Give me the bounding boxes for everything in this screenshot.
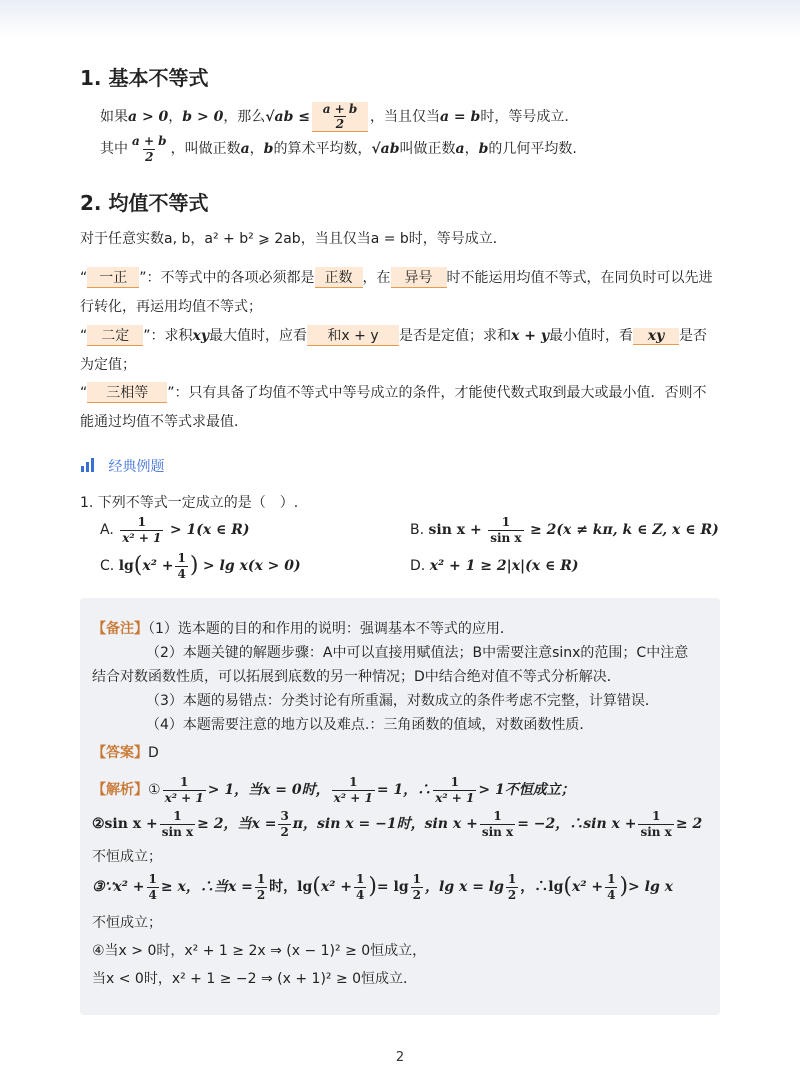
rule-two-fixed-cont: 为定值；	[80, 357, 136, 373]
math: x² +	[142, 558, 174, 574]
text: “	[80, 385, 88, 401]
basic-inequality-line2	[100, 132, 577, 166]
math: = lg	[376, 879, 409, 895]
denominator: sin x	[161, 824, 194, 839]
math: = −2，∴sin x +	[517, 816, 637, 832]
rule-one-positive	[80, 267, 713, 288]
solution-tag: 【解析】	[92, 782, 148, 798]
rule-two-fixed	[80, 325, 707, 346]
text: ，	[464, 141, 479, 157]
right-paren: )	[619, 874, 629, 899]
numerator: 1	[148, 872, 157, 887]
solution-5: 当x < 0时，x² + 1 ≥ −2 ⇒ (x + 1)² ≥ 0恒成立．	[92, 971, 418, 987]
math: > lg x(x > 0)	[202, 558, 301, 574]
note-3: （3）本题的易错点：分类讨论有所重漏，对数成立的条件考虑不完整，计算错误．	[146, 693, 659, 709]
note-2b: 结合对数函数性质，可以拓展到底数的另一种情况；D中结合绝对值不等式分析解决．	[92, 669, 621, 685]
math: ，lg x = lg	[425, 879, 504, 895]
math: a	[240, 141, 250, 157]
text: 时，等号成立.	[480, 109, 569, 125]
option-label: B.	[410, 522, 425, 538]
numerator: 1	[607, 872, 616, 887]
math: a = b	[439, 109, 481, 125]
answer-line	[92, 742, 159, 762]
text: ”：不等式中的各项必须都是	[139, 270, 315, 286]
fraction	[480, 809, 515, 839]
text: “	[80, 270, 88, 286]
numerator: 1	[179, 775, 189, 790]
text: ，叫做正数	[170, 141, 241, 157]
left-paren: (	[133, 553, 143, 578]
note-2a: （2）本题关键的解题步骤：A中可以直接用赋值法；B中需要注意sinx的范围；C中注意	[146, 645, 689, 661]
solution-3-cont: 不恒成立；	[92, 915, 162, 931]
denominator: 4	[177, 566, 186, 581]
fraction	[175, 551, 187, 581]
math: ，∴lg	[520, 879, 564, 895]
denominator: 4	[607, 887, 616, 902]
blank-answer: 正数	[315, 267, 363, 288]
math: > 1，当x = 0时，	[207, 782, 330, 798]
text: ，	[168, 109, 183, 125]
fraction	[332, 775, 375, 805]
denominator: 2	[256, 887, 266, 902]
blank-answer: xy	[633, 328, 679, 345]
text: 是否	[678, 328, 707, 344]
math: b	[263, 141, 274, 157]
fraction	[506, 872, 518, 902]
blank-answer: 一正	[87, 267, 139, 288]
fraction	[411, 872, 423, 902]
text: ①	[148, 782, 161, 798]
basic-inequality-line1	[100, 100, 569, 134]
math: 时，lg	[269, 879, 313, 895]
fraction	[488, 515, 523, 545]
text: ，	[249, 141, 264, 157]
numerator: 1	[412, 872, 421, 887]
solution-2-cont: 不恒成立；	[92, 849, 162, 865]
option-c	[100, 546, 301, 586]
rule-three-equal-cont: 能通过均值不等式求最值．	[80, 414, 248, 430]
fraction-mean	[130, 134, 169, 164]
text: ，在	[362, 270, 391, 286]
text: 是否是定值；求和	[399, 328, 512, 344]
bar-chart-icon	[80, 458, 96, 476]
fraction-mean	[312, 102, 368, 133]
denominator: 2	[412, 887, 421, 902]
denominator: sin x	[640, 824, 672, 839]
mean-inequality-statement: 对于任意实数a, b，a² + b² ⩾ 2ab，当且仅当a = b时，等号成立．	[80, 231, 507, 247]
denominator: 2	[507, 887, 517, 902]
denominator: 2	[280, 824, 289, 839]
right-paren: )	[189, 553, 199, 578]
option-label: C.	[100, 558, 115, 574]
text: 时不能运用均值不等式，在同负时可以先进	[446, 270, 713, 286]
math: ③∵x² +	[92, 879, 145, 895]
option-d	[410, 546, 578, 586]
fraction	[255, 872, 267, 902]
right-paren: )	[368, 874, 377, 899]
left-paren: (	[563, 874, 572, 899]
denominator: sin x	[481, 824, 514, 839]
option-a	[100, 512, 250, 548]
math: ≥ 2，当x =	[197, 816, 277, 832]
math: √ab	[371, 141, 400, 157]
numerator: a + b	[322, 101, 358, 116]
denominator: 2	[145, 149, 154, 164]
numerator: 1	[349, 775, 358, 790]
section-title-basic-inequality: 1. 基本不等式	[80, 66, 209, 90]
solution-2	[92, 806, 702, 842]
math: ≥ x，∴当x =	[160, 879, 253, 895]
math: π，sin x = −1时，sin x +	[292, 816, 478, 832]
denominator: x² + 1	[164, 790, 204, 805]
fraction	[433, 775, 476, 805]
denominator: 4	[148, 887, 157, 902]
text: “	[80, 328, 88, 344]
numerator: 1	[177, 551, 186, 566]
answer-value: D	[148, 745, 159, 761]
math: a	[455, 141, 465, 157]
denominator: 4	[355, 887, 365, 902]
text: ”：只有具备了均值不等式中等号成立的条件，才能使代数式取到最大或最小值．否则不	[167, 385, 707, 401]
numerator: 1	[137, 515, 146, 530]
math: xy	[192, 328, 210, 344]
fraction	[120, 515, 163, 545]
math: lg	[118, 558, 134, 574]
fraction	[354, 872, 366, 902]
note-4: （4）本题需要注意的地方以及难点.：三角函数的值域，对数函数性质．	[146, 717, 594, 733]
rule-three-equal	[80, 382, 707, 403]
fraction	[605, 872, 617, 902]
denominator: x² + 1	[333, 790, 373, 805]
math: b > 0	[182, 109, 224, 125]
examples-header-label: 经典例题	[108, 459, 165, 475]
option-label: A.	[100, 522, 114, 538]
question-1: 1. 下列不等式一定成立的是（ ）.	[80, 495, 299, 511]
math: b	[478, 141, 489, 157]
blank-answer: 二定	[87, 325, 143, 346]
blank-answer: 三相等	[87, 382, 167, 403]
fraction	[163, 775, 206, 805]
solution-4: ④当x > 0时，x² + 1 ≥ 2x ⇒ (x − 1)² ≥ 0恒成立，	[92, 943, 427, 959]
text: 最小值时，看	[548, 328, 633, 344]
fraction	[278, 809, 290, 839]
fraction	[160, 809, 195, 839]
solution-1	[92, 772, 575, 808]
math: > 1(x ∈ R)	[169, 522, 250, 538]
text: 如果	[100, 109, 128, 125]
numerator: 1	[173, 809, 182, 824]
text: ，那么	[223, 109, 266, 125]
option-label: D.	[410, 558, 426, 574]
text: 的几何平均数.	[488, 141, 577, 157]
solution-3	[92, 866, 673, 908]
denominator: x² + 1	[435, 790, 475, 805]
numerator: 3	[280, 809, 289, 824]
note-1	[92, 618, 514, 638]
section-title-mean-inequality: 2. 均值不等式	[80, 191, 209, 215]
option-b	[410, 512, 719, 548]
numerator: 1	[501, 515, 511, 530]
page-number: 2	[395, 1050, 405, 1065]
blank-answer: 异号	[391, 267, 447, 288]
denominator: 2	[335, 117, 345, 131]
numerator: 1	[651, 809, 661, 824]
math: > 1不恒成立；	[478, 782, 575, 798]
text: （1）选本题的目的和作用的说明：强调基本不等式的应用．	[148, 621, 514, 637]
math: x² +	[571, 879, 604, 895]
fraction	[147, 872, 159, 902]
text: ”：求积	[143, 328, 193, 344]
denominator: sin x	[490, 530, 522, 545]
fraction	[638, 809, 673, 839]
denominator: x² + 1	[122, 530, 162, 545]
numerator: 1	[507, 872, 517, 887]
math: = 1，∴	[376, 782, 432, 798]
math: x² +	[320, 879, 352, 895]
math: sin x +	[428, 522, 482, 538]
numerator: 1	[450, 775, 459, 790]
top-banner	[0, 0, 800, 40]
note-tag: 【备注】	[92, 621, 148, 637]
math: √ab ≤	[265, 109, 310, 125]
numerator: a + b	[132, 134, 167, 149]
text: 最大值时，应看	[209, 328, 308, 344]
left-paren: (	[312, 874, 321, 899]
examples-header	[80, 456, 164, 476]
numerator: 1	[355, 872, 365, 887]
numerator: 1	[256, 872, 266, 887]
answer-tag: 【答案】	[92, 745, 148, 761]
text: ，当且仅当	[369, 109, 440, 125]
blank-answer: 和x + y	[307, 325, 399, 346]
math: ≥ 2	[675, 816, 703, 832]
math: x + y	[511, 328, 549, 344]
math: x² + 1 ≥ 2|x|(x ∈ R)	[429, 558, 579, 574]
math: a > 0	[128, 109, 169, 125]
numerator: 1	[493, 809, 502, 824]
math: > lg x	[628, 879, 673, 895]
text: 的算术平均数，	[273, 141, 372, 157]
text: 其中	[100, 141, 128, 157]
math: ②sin x +	[92, 816, 158, 832]
rule-one-positive-cont: 行转化，再运用均值不等式；	[80, 299, 262, 315]
text: 叫做正数	[399, 141, 456, 157]
math: ≥ 2(x ≠ kπ, k ∈ Z, x ∈ R)	[530, 522, 719, 538]
